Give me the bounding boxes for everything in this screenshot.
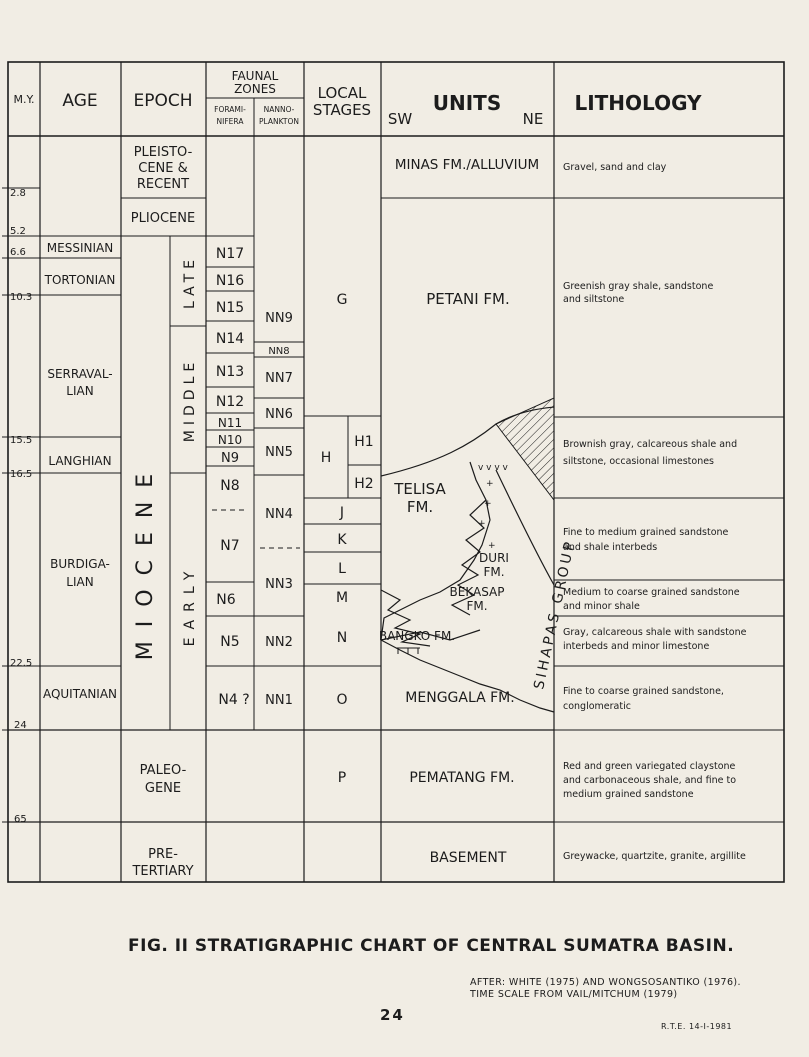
foram-zone: N8 — [220, 478, 240, 494]
local-stage: P — [337, 770, 347, 786]
unit-duri-1: DURI — [479, 551, 509, 565]
age-serravallian-2: LIAN — [66, 384, 94, 398]
header-forami-1: FORAMI- — [214, 105, 246, 114]
epoch-late: LATE — [182, 254, 198, 310]
foram-zone: N5 — [220, 634, 240, 650]
v-marks: v v v v — [478, 463, 508, 473]
foram-zone: N7 — [220, 538, 240, 554]
lithology-desc: Greenish gray shale, sandstone — [563, 281, 714, 292]
credit-line-2: TIME SCALE FROM VAIL/MITCHUM (1979) — [470, 989, 678, 1000]
header-local: LOCAL — [317, 84, 367, 102]
date-stamp: R.T.E. 14-I-1981 — [661, 1022, 733, 1031]
header-zones: ZONES — [234, 82, 276, 96]
local-stage: H1 — [354, 434, 374, 450]
foram-zone: N16 — [215, 273, 245, 289]
epoch-pliocene: PLIOCENE — [130, 211, 196, 226]
nanno-zone: NN4 — [265, 507, 293, 522]
epoch-paleogene-1: PALEO- — [139, 763, 187, 778]
unit-pematang: PEMATANG FM. — [409, 770, 515, 786]
epoch-middle: MIDDLE — [182, 357, 198, 443]
unit-duri-2: FM. — [483, 565, 505, 579]
header-units: UNITS — [432, 91, 502, 115]
credit-line-1: AFTER: WHITE (1975) AND WONGSOSANTIKO (1976). — [470, 977, 741, 988]
epoch-early: EARLY — [182, 563, 198, 647]
lithology-desc: conglomeratic — [563, 701, 631, 712]
plus-mark-4: + — [488, 541, 496, 551]
chart-frame — [2, 62, 784, 882]
my-tick: 65 — [14, 814, 27, 825]
local-stage: M — [335, 590, 349, 606]
local-stage: H2 — [354, 476, 374, 492]
my-tick: 22.5 — [10, 658, 33, 669]
lithology-desc: and carbonaceous shale, and fine to — [563, 775, 737, 786]
age-langhian: LANGHIAN — [48, 454, 112, 468]
epoch-pleistocene-3: RECENT — [136, 177, 190, 192]
plus-mark-1: + — [486, 479, 494, 489]
lithology-desc: Red and green variegated claystone — [563, 761, 736, 772]
age-burdigalian-2: LIAN — [66, 575, 94, 589]
foram-zone: N6 — [216, 592, 236, 608]
nanno-zone: NN1 — [265, 693, 293, 708]
nanno-zone: NN8 — [268, 346, 290, 357]
lithology-desc: Gray, calcareous shale with sandstone — [563, 627, 747, 638]
age-burdigalian-1: BURDIGA- — [50, 557, 110, 571]
local-stage: L — [338, 561, 346, 577]
nanno-zone: NN2 — [265, 635, 293, 650]
header-my: M.Y. — [13, 93, 35, 106]
header-sw: SW — [387, 110, 413, 128]
my-tick: 24 — [14, 720, 27, 731]
foram-zone: N14 — [215, 331, 245, 347]
epoch-miocene: MIOCENE — [133, 459, 158, 661]
foram-zone: N15 — [215, 300, 245, 316]
age-aquitanian: AQUITANIAN — [42, 687, 118, 701]
unit-minas: MINAS FM./ALLUVIUM — [394, 157, 540, 173]
local-stages — [321, 292, 374, 786]
foram-zone: N17 — [215, 246, 245, 262]
lithology-desc: Medium to coarse grained sandstone — [563, 587, 740, 598]
foram-zone: N4 ? — [218, 692, 250, 708]
local-stage: K — [337, 532, 347, 548]
header-stages: STAGES — [312, 101, 372, 119]
lithology-desc: siltstone, occasional limestones — [563, 456, 715, 467]
nanno-zone: NN9 — [265, 311, 293, 326]
header-age: AGE — [62, 91, 98, 111]
plus-mark-2: + — [484, 499, 492, 509]
header-forami-2: NIFERA — [216, 117, 244, 126]
nanno-zone: NN3 — [265, 577, 293, 592]
local-stage: O — [336, 692, 348, 708]
foram-zone: N9 — [221, 451, 239, 466]
header-faunal: FAUNAL — [231, 69, 279, 83]
nanno-zone: NN6 — [265, 407, 293, 422]
lithology-desc: Gravel, sand and clay — [563, 162, 667, 173]
unit-petani: PETANI FM. — [426, 290, 510, 308]
lithology-desc: Brownish gray, calcareous shale and — [563, 439, 738, 450]
unit-bekasap-1: BEKASAP — [449, 585, 505, 599]
lithology-desc: and minor shale — [563, 601, 640, 612]
epoch-pretertiary-1: PRE- — [148, 847, 178, 862]
lithology-desc: and siltstone — [563, 294, 625, 305]
volcanic-markers — [478, 463, 509, 551]
unit-telisa-1: TELISA — [394, 480, 446, 498]
page-number: 24 — [380, 1006, 405, 1024]
unit-labels — [379, 157, 579, 866]
age-serravallian-1: SERRAVAL- — [47, 367, 113, 381]
my-tick: 2.8 — [10, 188, 26, 199]
age-tortonian: TORTONIAN — [44, 273, 116, 287]
plus-mark-3: + — [478, 519, 486, 529]
header-ne: NE — [522, 110, 544, 128]
lithology-desc: interbeds and minor limestone — [563, 641, 710, 652]
lithology-desc: medium grained sandstone — [563, 789, 694, 800]
my-tick: 16.5 — [10, 469, 33, 480]
unit-bekasap-2: FM. — [466, 599, 488, 613]
local-stage: H — [320, 450, 332, 466]
header-nanno-2: PLANKTON — [258, 117, 300, 126]
foram-zone: N12 — [215, 394, 245, 410]
age-labels — [43, 241, 117, 701]
unit-sihapas-group: SIHAPAS GROUP — [531, 537, 579, 691]
nanno-zones — [265, 311, 293, 708]
unit-basement: BASEMENT — [429, 850, 507, 866]
limestone-symbol — [396, 648, 420, 654]
lithology-desc: Fine to medium grained sandstone — [563, 527, 729, 538]
foram-zone: N10 — [217, 433, 243, 447]
hatched-wedge — [496, 398, 554, 500]
epoch-paleogene-2: GENE — [144, 781, 182, 796]
lithology-desc: and shale interbeds — [563, 542, 658, 553]
local-stage: G — [336, 292, 348, 308]
figure-caption: FIG. II STRATIGRAPHIC CHART OF CENTRAL SUMATRA BASIN. — [128, 936, 735, 956]
unit-boundaries — [378, 398, 554, 712]
my-tick: 5.2 — [10, 226, 26, 237]
unit-telisa-2: FM. — [406, 498, 434, 516]
my-tick: 15.5 — [10, 435, 33, 446]
epoch-labels — [131, 145, 198, 879]
unit-menggala: MENGGALA FM. — [405, 690, 515, 706]
my-tick: 10.3 — [10, 292, 33, 303]
epoch-pretertiary-2: TERTIARY — [132, 864, 194, 879]
header-lithology: LITHOLOGY — [574, 91, 702, 115]
header-row — [14, 69, 703, 128]
foram-zone: N13 — [215, 364, 245, 380]
lithology-desc: Greywacke, quartzite, granite, argillite — [563, 851, 746, 862]
foram-zone: N11 — [217, 416, 243, 430]
age-messinian: MESSINIAN — [46, 241, 114, 255]
unit-bangko: BANGKO FM. — [378, 629, 456, 643]
nanno-zone: NN5 — [265, 445, 293, 460]
my-tick: 6.6 — [10, 247, 26, 258]
nanno-zone: NN7 — [265, 371, 293, 386]
lithology-labels — [563, 162, 747, 862]
foram-zones — [216, 246, 250, 708]
local-stage: N — [336, 630, 348, 646]
epoch-pleistocene-1: PLEISTO- — [133, 145, 193, 160]
lithology-desc: Fine to coarse grained sandstone, — [563, 686, 724, 697]
figure-credits — [470, 977, 741, 1001]
local-stage: J — [339, 505, 345, 521]
epoch-pleistocene-2: CENE & — [138, 161, 188, 176]
header-nanno-1: NANNO- — [263, 105, 295, 114]
header-epoch: EPOCH — [133, 91, 193, 111]
